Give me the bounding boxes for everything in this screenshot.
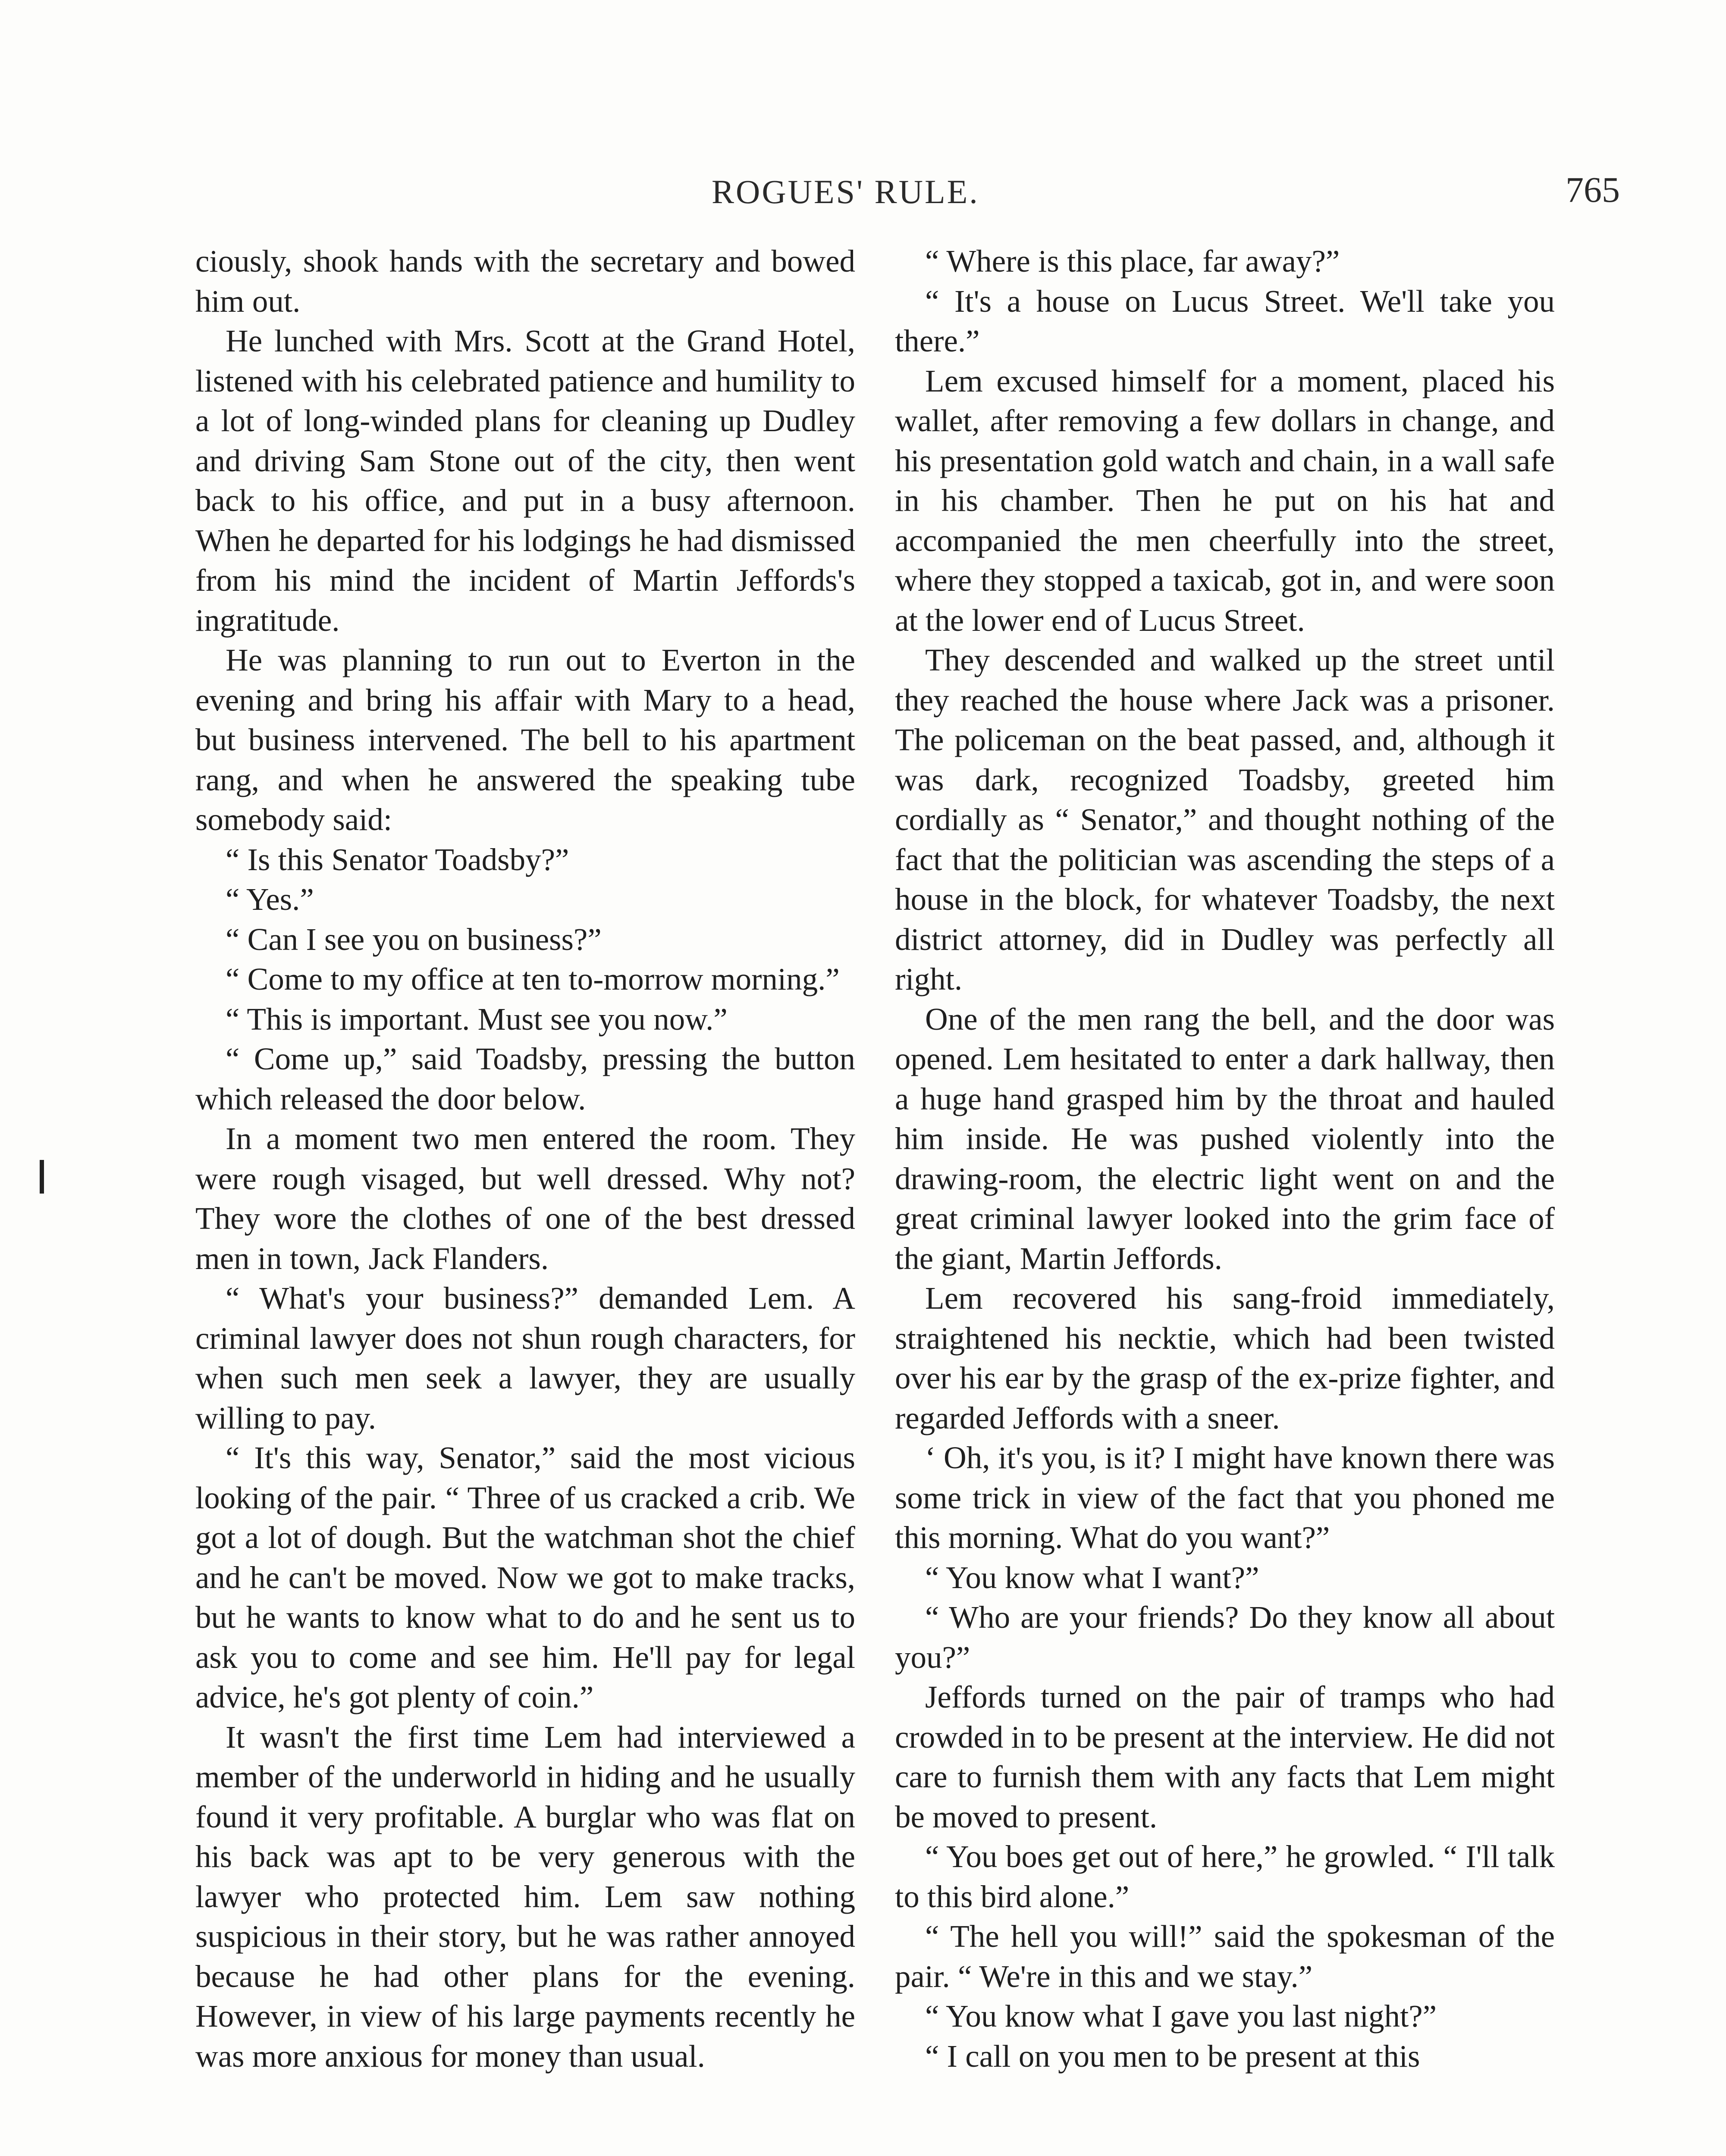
paragraph: ciously, shook hands with the secretary and bowed him out. <box>195 244 855 319</box>
page-number: 765 <box>1566 170 1620 210</box>
paragraph: “ The hell you will!” said the spokesman of the pair. “ We're in this and we stay.” <box>895 1919 1555 1994</box>
running-title: ROGUES' RULE. <box>712 173 979 210</box>
left-column <box>195 241 855 2076</box>
paragraph: In a moment two men entered the room. They were rough visaged, but well dressed. Why not? They wore the clothes of one of the best dressed men in town, Jack Flanders. <box>195 1121 855 1276</box>
paragraph: “ This is important. Must see you now.” <box>226 1001 728 1037</box>
paragraph: “ You know what I want?” <box>925 1560 1259 1595</box>
scan-margin-mark <box>40 1160 44 1194</box>
paragraph: “ Is this Senator Toadsby?” <box>226 842 569 877</box>
paragraph: “ Can I see you on business?” <box>226 921 602 957</box>
paragraph: “ It's this way, Senator,” said the most vicious looking of the pair. “ Three of us cracked a crib. We got a lot of dough. But the watchman shot the chief and he can't be moved. Now we got to make tracks, but he wants to know what to do and he sent us to ask you to come and see him. He'll pay for legal advice, he's got plenty of coin.” <box>195 1440 855 1714</box>
paragraph: “ Come to my office at ten to-morrow morning.” <box>226 962 840 997</box>
paragraph: It wasn't the first time Lem had interviewed a member of the underworld in hiding and he usually found it very profitable. A burglar who was flat on his back was apt to be very generous with the lawyer who protected him. Lem saw nothing suspicious in their story, but he was rather annoyed because he had other plans for the evening. However, in view of his large payments recently he was more anxious for money than usual. <box>195 1719 855 2074</box>
paragraph: Lem excused himself for a moment, placed his wallet, after removing a few dollars in change, and his presentation gold watch and chain, in a wall safe in his chamber. Then he put on his hat and accompanied the men cheerfully into the street, where they stopped a taxicab, got in, and were soon at the lower end of Lucus Street. <box>895 363 1555 638</box>
paragraph: “ Where is this place, far away?” <box>925 244 1340 279</box>
paragraph: “ You boes get out of here,” he growled. “ I'll talk to this bird alone.” <box>895 1839 1555 1914</box>
paragraph: Lem recovered his sang-froid immediately, straightened his necktie, which had been twisted over his ear by the grasp of the ex-prize fighter, and regarded Jeffords with a sneer. <box>895 1281 1555 1435</box>
paragraph: “ What's your business?” demanded Lem. A criminal lawyer does not shun rough characters, for when such men seek a lawyer, they are usually willing to pay. <box>195 1281 855 1435</box>
paragraph: He lunched with Mrs. Scott at the Grand Hotel, listened with his celebrated patience and humility to a lot of long-winded plans for cleaning up Dudley and driving Sam Stone out of the city, then went back to his office, and put in a busy afternoon. When he departed for his lodgings he had dismissed from his mind the incident of Martin Jeffords's ingratitude. <box>195 323 855 638</box>
paragraph: They descended and walked up the street until they reached the house where Jack was a prisoner. The policeman on the beat passed, and, although it was dark, recognized Toadsby, greeted him cordially as “ Senator,” and thought nothing of the fact that the politician was ascending the steps of a house in the block, for whatever Toadsby, the next district attorney, did in Dudley was perfectly all right. <box>895 642 1555 997</box>
paragraph: “ Yes.” <box>226 882 314 917</box>
paragraph: “ I call on you men to be present at this <box>925 2038 1420 2074</box>
right-column <box>895 241 1555 2076</box>
paragraph: ‘ Oh, it's you, is it? I might have known there was some trick in view of the fact that you phoned me this morning. What do you want?” <box>895 1440 1555 1555</box>
paragraph: Jeffords turned on the pair of tramps who had crowded in to be present at the interview. He did not care to furnish them with any facts that Lem might be moved to present. <box>895 1680 1555 1834</box>
paragraph: “ It's a house on Lucus Street. We'll take you there.” <box>895 283 1555 358</box>
paragraph: “ You know what I gave you last night?” <box>925 1999 1437 2034</box>
paragraph: “ Come up,” said Toadsby, pressing the button which released the door below. <box>195 1041 855 1116</box>
paragraph: One of the men rang the bell, and the door was opened. Lem hesitated to enter a dark hallway, then a huge hand grasped him by the throat and hauled him inside. He was pushed violently into the drawing-room, the electric light went on and the great criminal lawyer looked into the grim face of the giant, Martin Jeffords. <box>895 1001 1555 1276</box>
paragraph: “ Who are your friends? Do they know all about you?” <box>895 1600 1555 1675</box>
paragraph: He was planning to run out to Everton in the evening and bring his affair with Mary to a head, but business intervened. The bell to his apartment rang, and when he answered the speaking tube somebody said: <box>195 642 855 837</box>
